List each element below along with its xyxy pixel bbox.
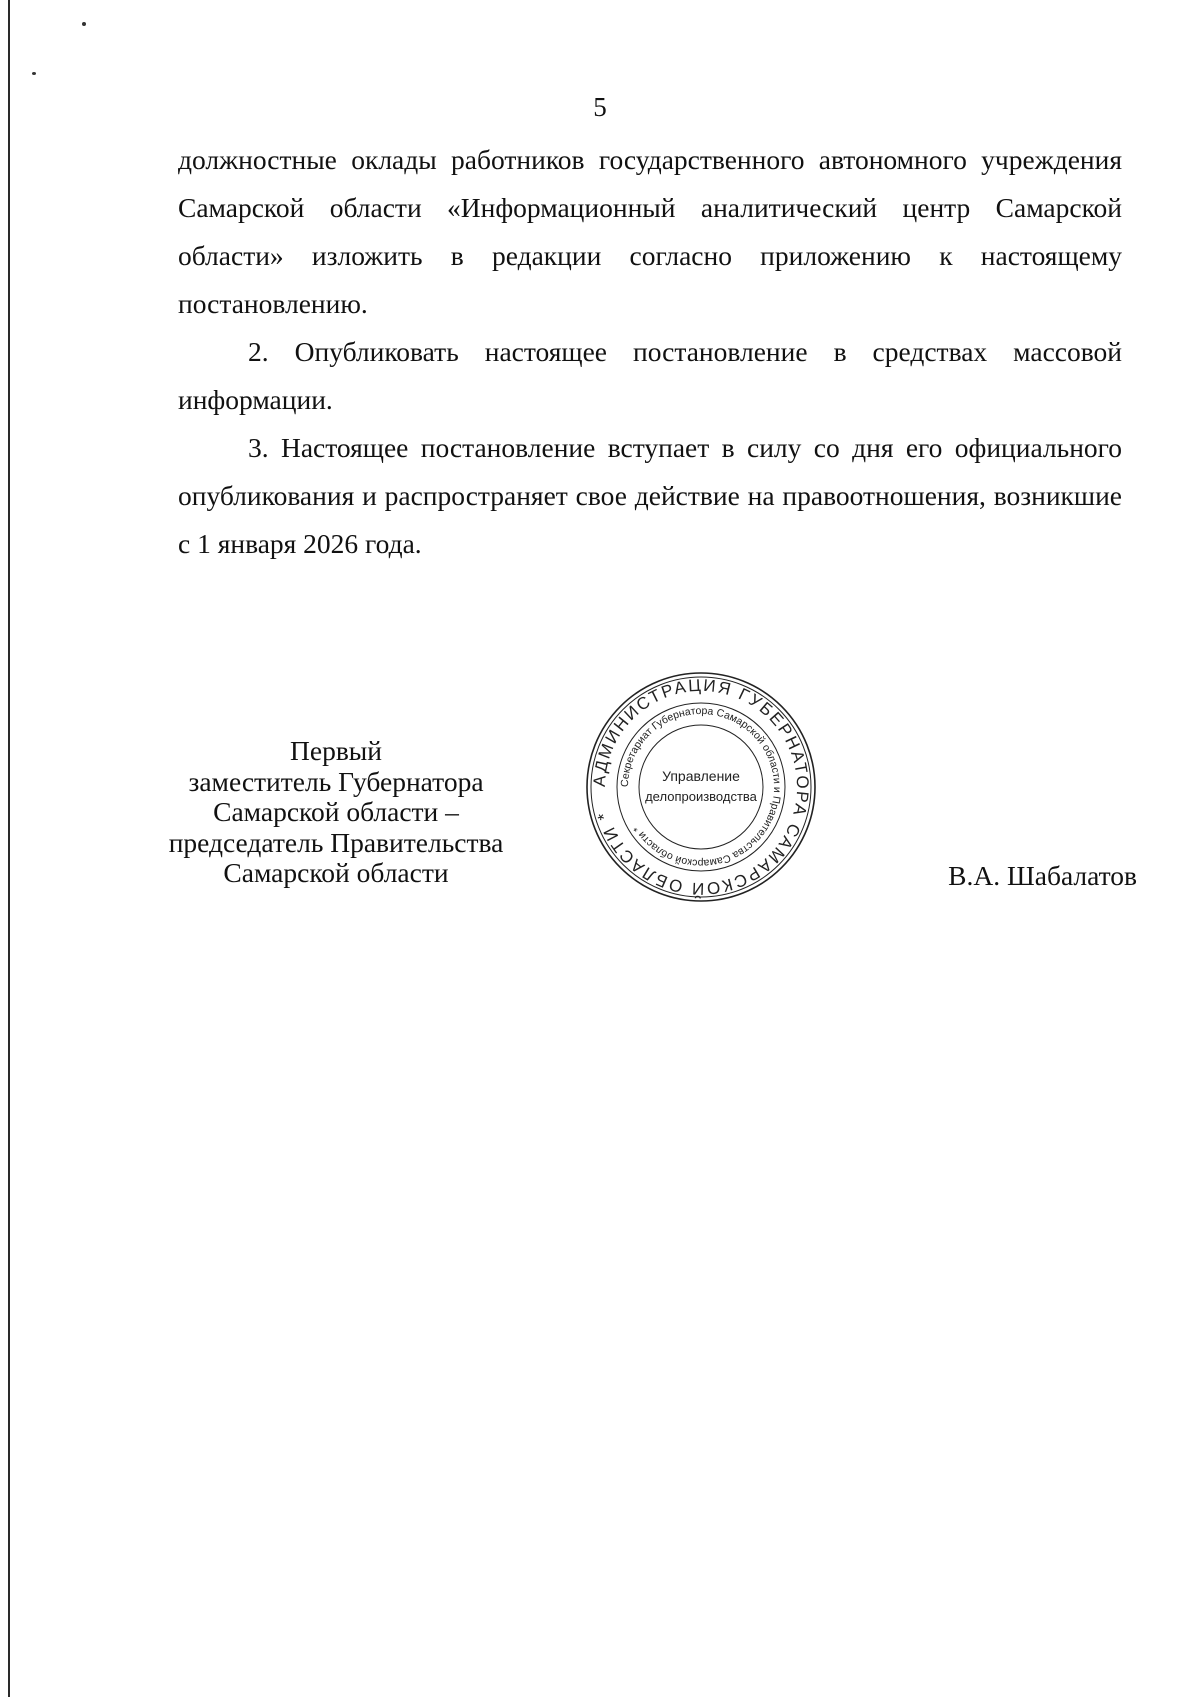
document-body xyxy=(178,136,1122,568)
paragraph-item-3: 3. Настоящее постановление вступает в силу со дня его официального опубликования и распространяет свое действие на правоотношения, возникшие с 1 января 2026 года. xyxy=(178,432,1122,559)
page-left-edge xyxy=(8,0,10,1697)
signatory-title-line: Самарской области – xyxy=(213,796,459,827)
signer-name: В.А. Шабалатов xyxy=(948,860,1137,891)
stamp-inner-text xyxy=(619,705,783,869)
stamp-inner-text-path: Секретариат Губернатора Самарской области и Правительства Самарской области * xyxy=(618,704,784,870)
stamp-center-line1: Управление xyxy=(662,768,740,784)
signatory-title-line: Самарской области xyxy=(223,857,449,888)
stamp-inner-ring xyxy=(639,725,763,849)
signatory-title-line: заместитель Губернатора xyxy=(188,765,484,797)
stamp-middle-ring xyxy=(617,703,785,871)
signatory-title-line: председатель Правительства xyxy=(168,826,504,858)
signatory-title xyxy=(150,736,522,889)
stamp-center-line2: делопроизводства xyxy=(645,789,757,804)
scan-speck xyxy=(32,72,36,75)
scan-speck xyxy=(82,22,86,26)
paragraph-item-2: 2. Опубликовать настоящее постановление в средствах массовой информации. xyxy=(178,336,1122,415)
signatory-title-line: Первый xyxy=(290,735,382,766)
stamp-outer-text-path: АДМИНИСТРАЦИЯ ГУБЕРНАТОРА САМАРСКОЙ ОБЛАСТИ * xyxy=(589,675,813,899)
official-stamp xyxy=(583,669,819,905)
page-number: 5 xyxy=(593,92,607,122)
paragraph-continuation: должностные оклады работников государственного автономного учреждения Самарской области «Информационный аналитический центр Самарской области» изложить в редакции согласно приложению к настоящему постановлению. xyxy=(178,144,1122,319)
